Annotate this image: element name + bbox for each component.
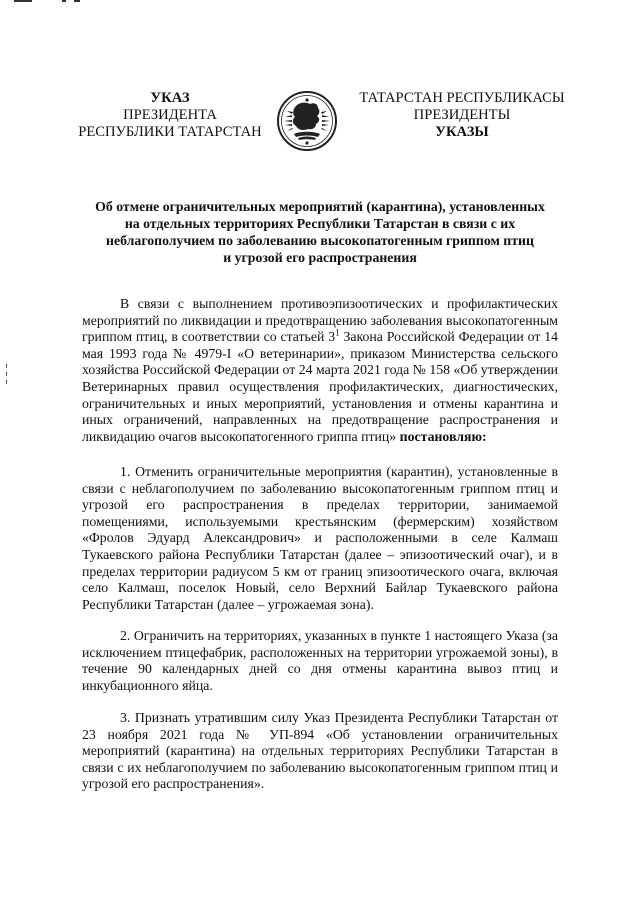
scan-artifact (62, 0, 66, 2)
coat-of-arms-icon (276, 90, 338, 152)
header-russian (70, 90, 270, 141)
decree-item-text: 1. Отменить ограничительные мероприятия (карантин), установленные в связи с неблагополучием по заболеванию высокопатогенным гриппом птиц и угрозой его распространения в пределах территории, занимаемой помещениями, используемыми крестьянским (фермерским) хозяйством «Фролов Эдуард Александрович» и расположенными в селе Калмаш Тукаевского района Республики Татарстан (далее – эпизоотический очаг), и в пределах территории радиусом 5 км от границ эпизоотического очага, включая село Калмаш, поселок Новый, село Верхний Байлар Тукаевского района Республики Татарстан (далее – угрожаемая зона). (82, 464, 558, 612)
header-left-line2: ПРЕЗИДЕНТА (123, 107, 217, 123)
preamble-part-2: Закона Российской Федерации от 14 мая 1993 года № 4979-I «О ветеринарии», приказом Министерства сельского хозяйства Российской Федерации от 24 марта 2021 года № 158 «Об утверждении Ветеринарных правил осуществления профилактических, диагностических, ограничительных и иных мероприятий, установления и отмены карантина и иных ограничений, направленных на предотвращение распространения и ликвидацию очагов высокопатогенного гриппа птиц» (82, 329, 558, 444)
header-right-line3: УКАЗЫ (435, 124, 489, 140)
header-tatar (352, 90, 572, 141)
header-right-line1: ТАТАРСТАН РЕСПУБЛИКАСЫ (359, 90, 565, 106)
title-line: на отдельных территориях Республики Татарстан в связи с их (124, 216, 516, 231)
decree-item-text: 3. Признать утратившим силу Указ Президента Республики Татарстан от 23 ноября 2021 года № УП-894 «Об установлении ограничительных мероприятий (карантина) на отдельных территориях Республики Татарстан в связи с их неблагополучием по заболеванию высокопатогенным гриппом птиц и угрозой его распространения». (82, 710, 558, 792)
decree-item-text: 2. Ограничить на территориях, указанных в пункте 1 настоящего Указа (за исключением птицефабрик, расположенных на территории угрожаемой зоны), в течение 90 календарных дней со дня отмены карантина вывоз птиц и инкубационного яйца. (82, 628, 558, 693)
decree-item-2 (82, 628, 558, 694)
scan-artifact (14, 0, 32, 2)
title-line: неблагополучием по заболеванию высокопатогенным гриппом птиц (106, 233, 534, 248)
margin-mark (6, 372, 7, 376)
document-header (0, 90, 640, 160)
decree-item-3 (82, 710, 558, 793)
scan-artifact (74, 0, 80, 2)
document-title (72, 198, 568, 266)
title-line: Об отмене ограничительных мероприятий (карантина), установленных (95, 199, 545, 214)
title-line: и угрозой его распространения (223, 250, 417, 265)
preamble-part-1: В связи с выполнением противоэпизоотических и профилактических мероприятий по ликвидации и предотвращению заболевания высокопатогенным гриппом птиц, в соответствии со статьей 3 (82, 296, 558, 345)
decree-word: постановляю: (399, 428, 487, 444)
header-left-line3: РЕСПУБЛИКИ ТАТАРСТАН (78, 124, 262, 140)
margin-mark (6, 380, 7, 384)
decree-item-1 (82, 464, 558, 613)
preamble-text (82, 296, 558, 445)
article-superscript: 1 (335, 327, 340, 338)
preamble-paragraph (82, 296, 558, 445)
margin-mark (6, 364, 7, 368)
header-right-line2: ПРЕЗИДЕНТЫ (413, 107, 511, 123)
header-left-line1: УКАЗ (150, 90, 190, 106)
